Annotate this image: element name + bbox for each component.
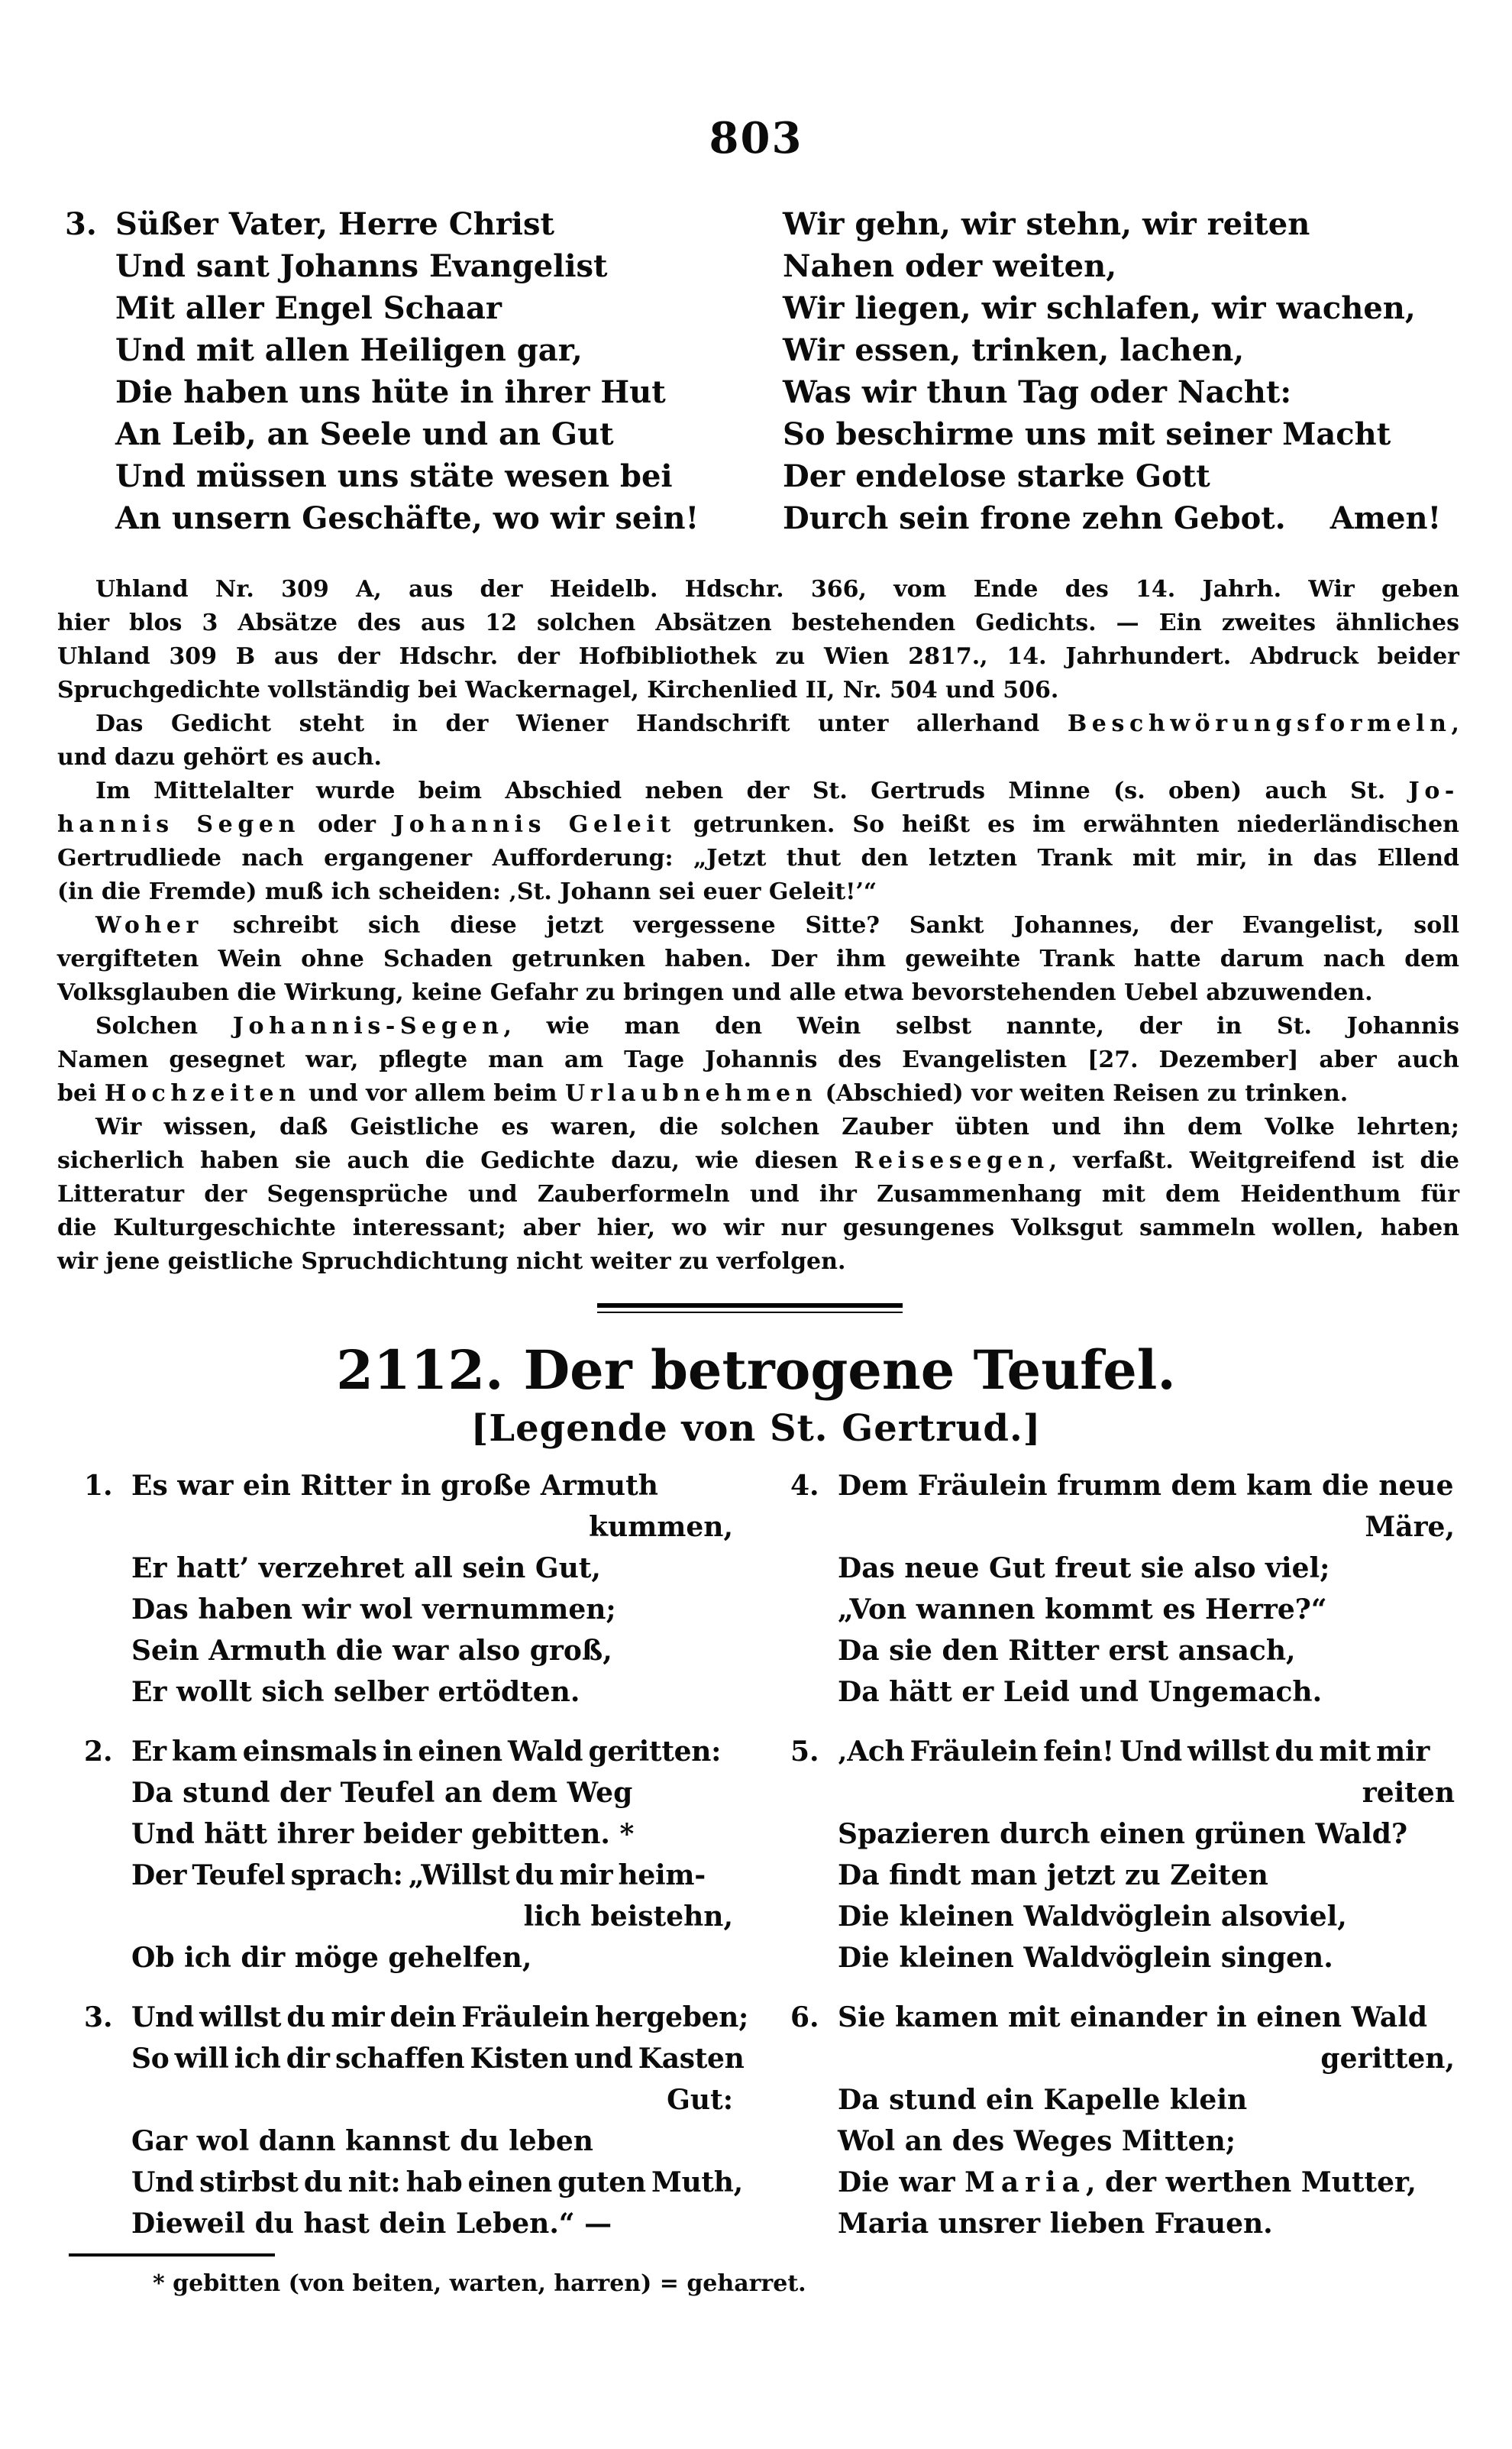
stanza-number: 6. — [790, 2001, 819, 2033]
footnote-text: * gebitten (von beiten, warten, harren) = geharret. — [153, 2270, 806, 2297]
verse-line: Und müssen uns stäte wesen bei — [115, 458, 673, 494]
song-number: 2112. — [336, 1338, 504, 1402]
commentary-line: hier blos 3 Absätze des aus 12 solchen Absätzen bestehenden Gedichts. — Ein zweites ähnliches — [57, 610, 1459, 636]
divider-thick-line — [597, 1303, 903, 1308]
stanza-line: Spazieren durch einen grünen Wald? — [838, 1818, 1408, 1850]
stanza-line: Er hatt’ verzehret all sein Gut, — [131, 1552, 601, 1584]
stanza-line: Sie kamen mit einander in einen Wald — [838, 2001, 1428, 2033]
commentary-line: Litteratur der Segensprüche und Zauberformeln und ihr Zusammenhang mit dem Heidenthum für — [57, 1181, 1459, 1208]
stanza-5 — [790, 1731, 1455, 1978]
commentary-line: wir jene geistliche Spruchdichtung nicht weiter zu verfolgen. — [57, 1248, 846, 1275]
stanza-line: Er kam einsmals in einen Wald geritten: — [131, 1736, 722, 1768]
stanza-line: Das neue Gut freut sie also viel; — [838, 1552, 1330, 1584]
commentary-line: Wir wissen, daß Geistliche es waren, die solchen Zauber übten und ihn dem Volke lehrten; — [95, 1114, 1459, 1140]
stanza-line-continuation: kummen, — [589, 1511, 733, 1543]
stanza-line: Gar wol dann kannst du leben — [131, 2125, 593, 2157]
stanza-line: Die kleinen Waldvöglein singen. — [838, 1942, 1333, 1974]
stanza-line: Da stund ein Kapelle klein — [838, 2084, 1248, 2116]
stanza-line-continuation: lich beistehn, — [523, 1901, 733, 1933]
divider-thin-line — [597, 1312, 903, 1313]
commentary-line: Namen gesegnet war, pflegte man am Tage Johannis des Evangelisten [27. Dezember] aber auch — [57, 1047, 1459, 1073]
commentary-line: hannis Segen oder Johannis Geleit getrunken. So heißt es im erwähnten niederländischen — [57, 811, 1459, 838]
stanza-2 — [84, 1731, 733, 1978]
stanza-line: Und willst du mir dein Fräulein hergeben; — [131, 2001, 749, 2033]
commentary-line: vergifteten Wein ohne Schaden getrunken haben. Der ihm geweihte Trank hatte darum nach dem — [57, 946, 1459, 972]
stanza-4 — [790, 1465, 1455, 1713]
verse-text: Süßer Vater, Herre Christ — [115, 206, 554, 242]
verse-line: Und sant Johanns Evangelist — [115, 248, 608, 284]
stanza-line: Da hätt er Leid und Ungemach. — [838, 1676, 1323, 1708]
verse-line: Wir liegen, wir schlafen, wir wachen, — [783, 290, 1416, 326]
stanza-line: Da sie den Ritter erst ansach, — [838, 1635, 1296, 1667]
commentary-line: und dazu gehört es auch. — [57, 744, 382, 771]
stanza-line: Dem Fräulein frumm dem kam die neue — [838, 1470, 1454, 1502]
commentary-line: Solchen Johannis-Segen, wie man den Wein selbst nannte, der in St. Johannis — [95, 1013, 1459, 1040]
verse-line: Wir essen, trinken, lachen, — [783, 332, 1245, 368]
commentary-line: Uhland 309 B aus der Hdschr. der Hofbibliothek zu Wien 2817., 14. Jahrhundert. Abdruck beider — [57, 643, 1459, 670]
prev-song-verse-left-column — [65, 203, 756, 539]
verse-stanza-number: 3. — [65, 206, 97, 242]
stanza-number: 2. — [84, 1736, 113, 1768]
song-subtitle: [Legende von St. Gertrud.] — [470, 1407, 1042, 1450]
verse-line: Mit aller Engel Schaar — [115, 290, 502, 326]
verse-line: An Leib, an Seele und an Gut — [115, 416, 614, 452]
commentary-line: Uhland Nr. 309 A, aus der Heidelb. Hdschr. 366, vom Ende des 14. Jahrh. Wir geben — [95, 576, 1459, 603]
stanza-line: Es war ein Ritter in große Armuth — [131, 1470, 658, 1502]
stanza-line-continuation: Märe, — [1365, 1511, 1455, 1543]
verse-line: Wir gehn, wir stehn, wir reiten — [783, 206, 1310, 242]
commentary-block — [57, 573, 1459, 1279]
stanza-line: Die war Maria, der werthen Mutter, — [838, 2166, 1417, 2198]
stanza-line: Da findt man jetzt zu Zeiten — [838, 1859, 1268, 1891]
verse-line — [65, 203, 756, 245]
verse-line: Was wir thun Tag oder Nacht: — [783, 374, 1292, 410]
stanza-line: Das haben wir wol vernummen; — [131, 1593, 616, 1626]
stanza-number: 3. — [84, 2001, 113, 2033]
verse-line: An unsern Geschäfte, wo wir sein! — [115, 500, 699, 536]
amen-text: Amen! — [1329, 500, 1442, 536]
commentary-line: Woher schreibt sich diese jetzt vergessene Sitte? Sankt Johannes, der Evangelist, soll — [95, 912, 1459, 939]
stanza-line: Ob ich dir möge gehelfen, — [131, 1942, 532, 1974]
verse-line: So beschirme uns mit seiner Macht — [783, 416, 1391, 452]
prev-song-verse-right-column — [783, 203, 1459, 539]
commentary-line: Volksglauben die Wirkung, keine Gefahr zu bringen und alle etwa bevorstehenden Uebel abzuwenden. — [57, 979, 1373, 1006]
verse-text: Durch sein frone zehn Gebot. — [783, 500, 1286, 536]
commentary-line: Gertrudliede nach ergangener Aufforderung: „Jetzt thut den letzten Trank mit mir, in das Ellend — [57, 845, 1459, 872]
stanza-line: Der Teufel sprach: „Willst du mir heim- — [131, 1859, 706, 1891]
stanza-line: So will ich dir schaffen Kisten und Kasten — [131, 2043, 745, 2075]
commentary-line: sicherlich haben sie auch die Gedichte dazu, wie diesen Reisesegen, verfaßt. Weitgreifend ist die — [57, 1147, 1459, 1174]
stanza-6 — [790, 1997, 1455, 2244]
stanza-line: ‚Ach Fräulein fein! Und willst du mit mir — [838, 1736, 1430, 1768]
stanza-line: Maria unsrer lieben Frauen. — [838, 2208, 1273, 2240]
stanza-line: Dieweil du hast dein Leben.“ — — [131, 2208, 612, 2240]
footnote-separator-rule — [69, 2253, 275, 2257]
song-title — [0, 1338, 1512, 1402]
stanza-line: Er wollt sich selber ertödten. — [131, 1676, 580, 1708]
stanzas-right-column — [790, 1465, 1455, 2263]
stanza-number: 1. — [84, 1470, 113, 1502]
stanza-line: Da stund der Teufel an dem Weg — [131, 1777, 633, 1809]
stanza-line: Und hätt ihrer beider gebitten. * — [131, 1818, 635, 1850]
stanza-line: Sein Armuth die war also groß, — [131, 1635, 612, 1667]
stanza-line: Wol an des Weges Mitten; — [838, 2125, 1236, 2157]
commentary-line: (in die Fremde) muß ich scheiden: ‚St. Johann sei euer Geleit!’“ — [57, 878, 877, 905]
verse-line: Nahen oder weiten, — [783, 248, 1117, 284]
stanza-1 — [84, 1465, 733, 1713]
stanza-3 — [84, 1997, 749, 2244]
song-name: Der betrogene Teufel. — [523, 1338, 1176, 1402]
stanza-line-continuation: geritten, — [1320, 2043, 1455, 2075]
stanza-line: Und stirbst du nit: hab einen guten Muth, — [131, 2166, 743, 2198]
stanza-number: 4. — [790, 1470, 819, 1502]
verse-line: Der endelose starke Gott — [783, 458, 1210, 494]
verse-line-with-amen — [783, 497, 1459, 539]
page-number: 803 — [709, 113, 803, 163]
commentary-line: Im Mittelalter wurde beim Abschied neben der St. Gertruds Minne (s. oben) auch St. Jo- — [95, 778, 1459, 804]
stanza-line-continuation: Gut: — [667, 2084, 733, 2116]
verse-line: Und mit allen Heiligen gar, — [115, 332, 583, 368]
commentary-line: die Kulturgeschichte interessant; aber hier, wo wir nur gesungenes Volksgut sammeln wollen, haben — [57, 1215, 1459, 1241]
stanza-line: Die kleinen Waldvöglein alsoviel, — [838, 1901, 1347, 1933]
commentary-line: Das Gedicht steht in der Wiener Handschrift unter allerhand Beschwörungsformeln, — [95, 710, 1459, 737]
verse-line: Die haben uns hüte in ihrer Hut — [115, 374, 666, 410]
commentary-line: Spruchgedichte vollständig bei Wackernagel, Kirchenlied II, Nr. 504 und 506. — [57, 677, 1059, 704]
stanza-line-continuation: reiten — [1362, 1777, 1455, 1809]
stanza-number: 5. — [790, 1736, 819, 1768]
section-divider-rule — [597, 1303, 903, 1313]
stanzas-left-column — [84, 1465, 749, 2263]
commentary-line: bei Hochzeiten und vor allem beim Urlaubnehmen (Abschied) vor weiten Reisen zu trinken. — [57, 1080, 1349, 1107]
stanza-line: „Von wannen kommt es Herre?“ — [838, 1593, 1327, 1626]
